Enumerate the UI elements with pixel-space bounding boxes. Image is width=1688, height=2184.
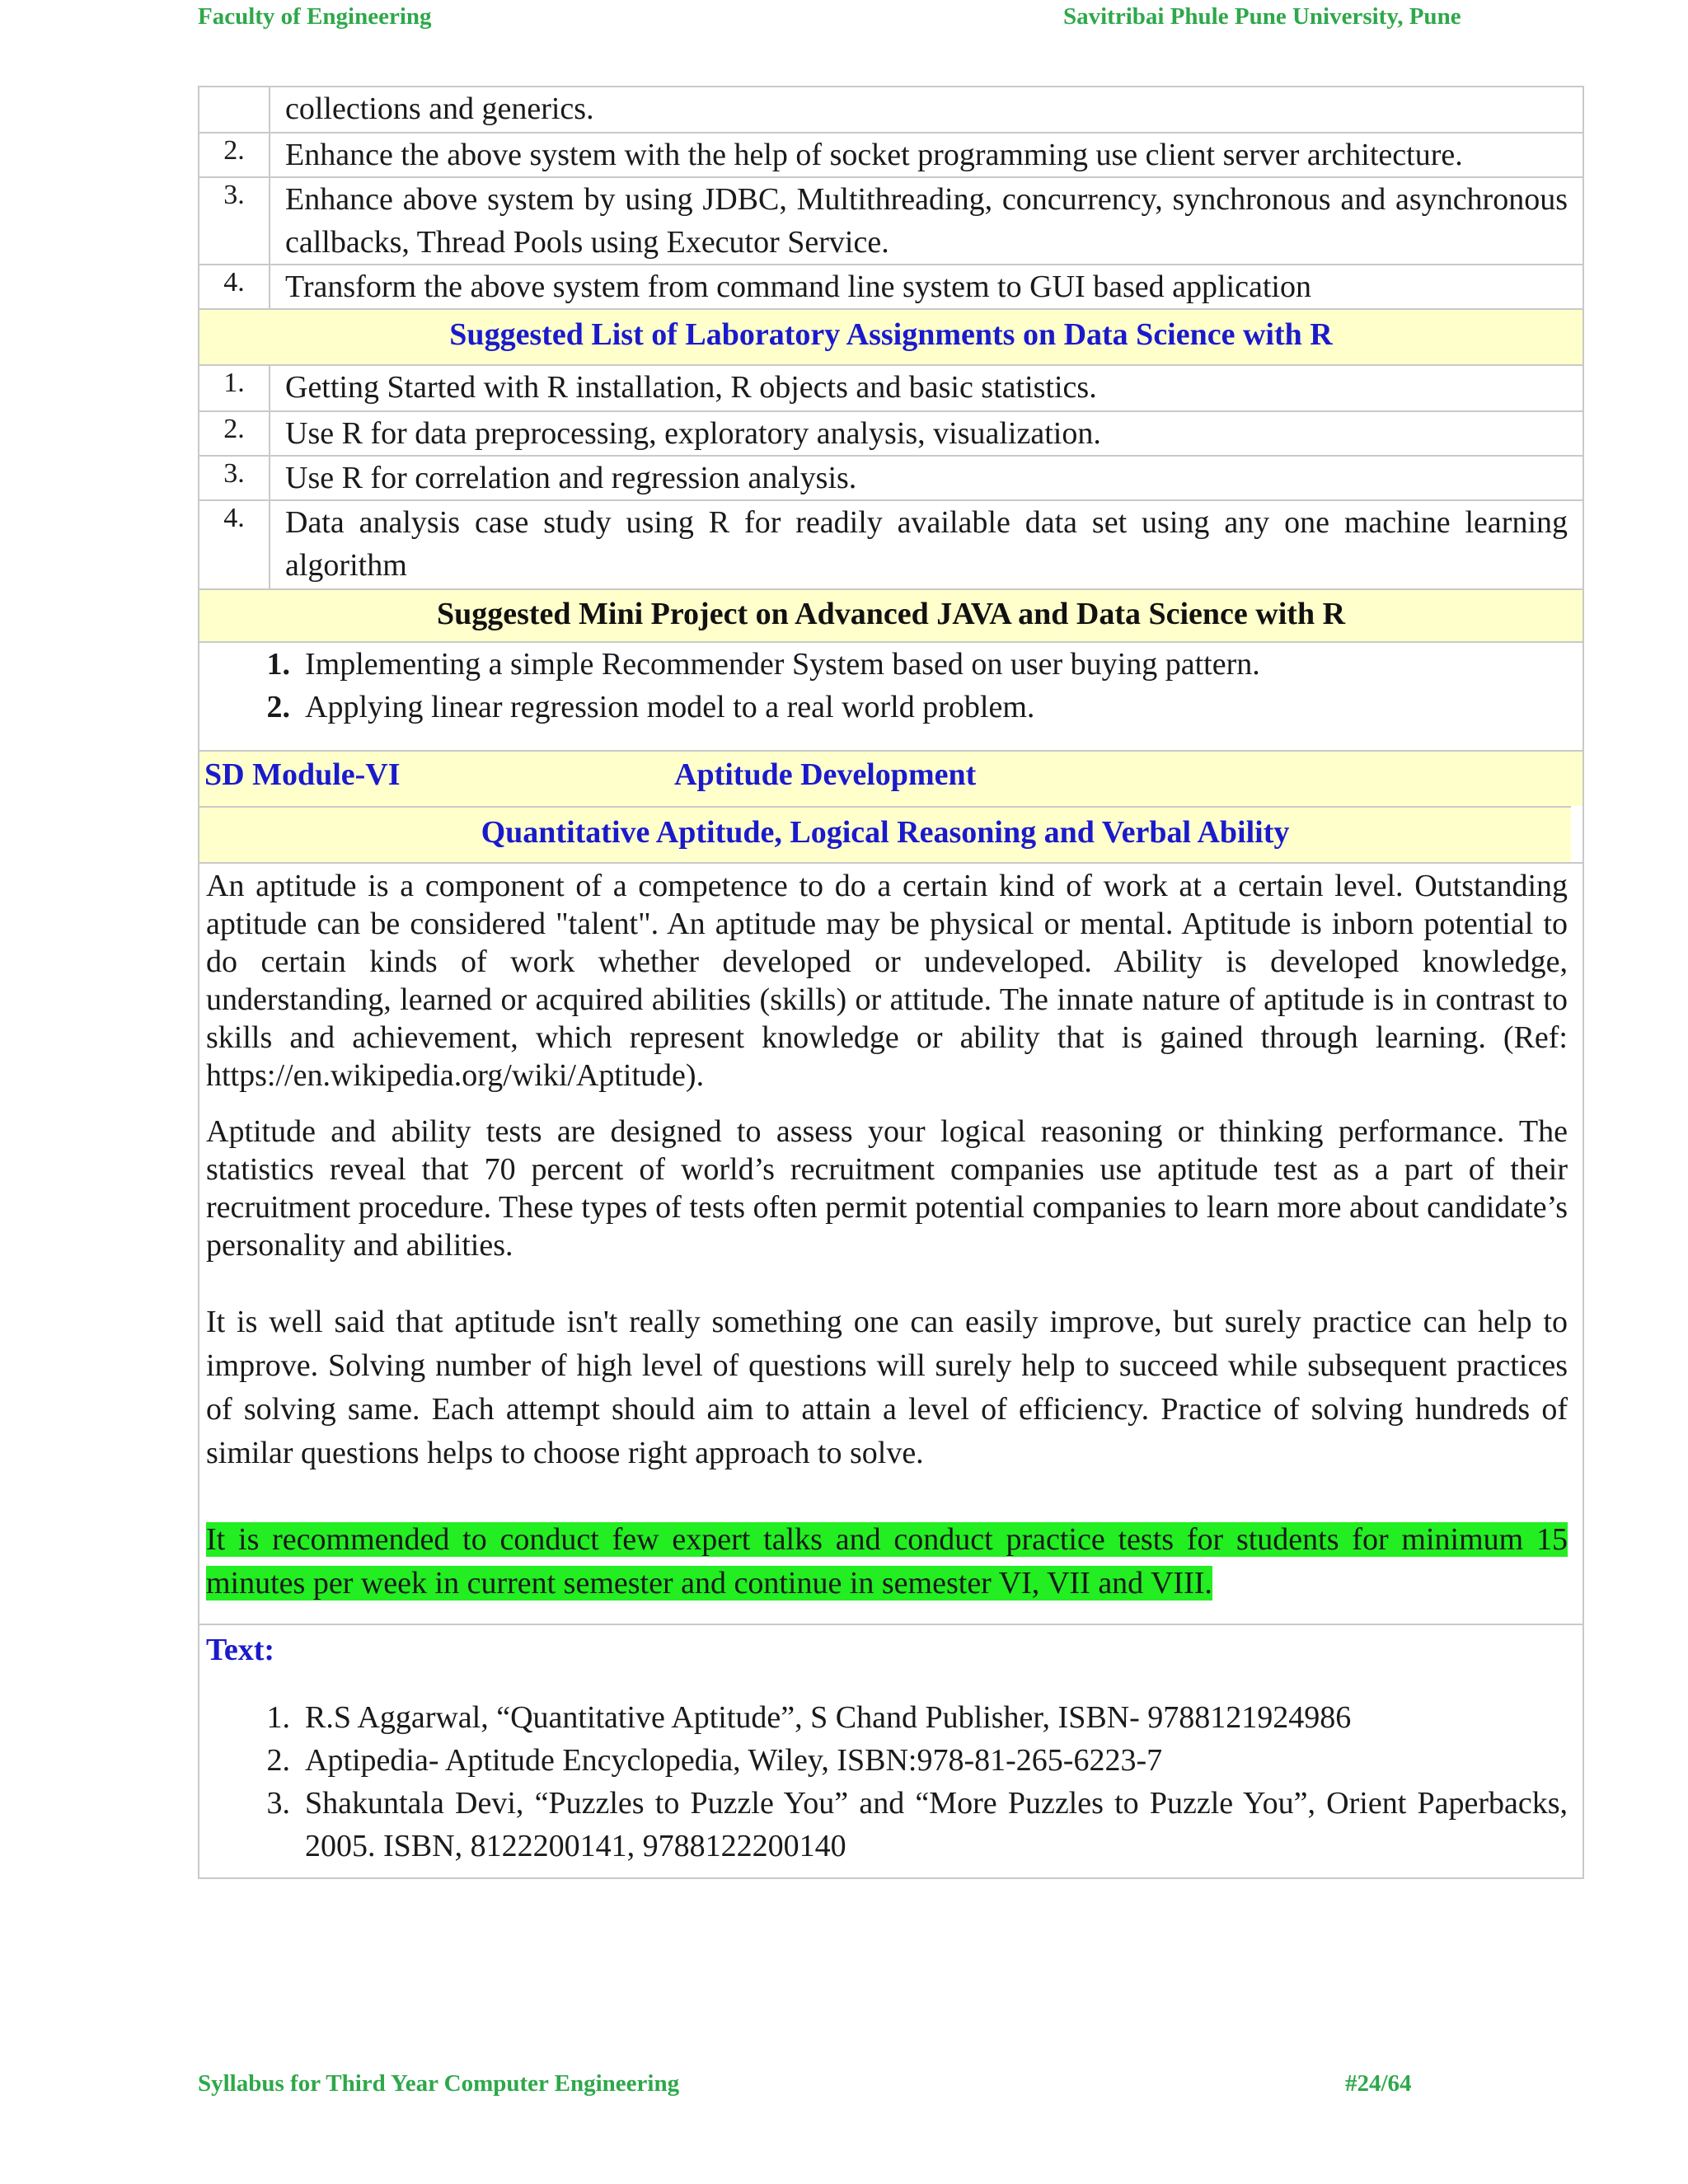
list-item — [199, 1739, 1582, 1782]
row-text: Use R for data preprocessing, exploratory analysis, visualization. — [285, 416, 1101, 451]
syllabus-table — [198, 86, 1584, 1879]
table-row — [199, 455, 1582, 499]
item-number: 1. — [266, 1700, 290, 1735]
paragraph: An aptitude is a component of a competence to do a certain kind of work at a certain level. Outstanding aptitude can be considered "talent". An aptitude may be physical or mental. Aptitude is inborn potential to do certain kinds of work whether developed or undeveloped. Ability is developed knowledge, understanding, learned or acquired abilities (skills) or attitude. The innate nature of aptitude is in contrast to skills and achievement, which represent knowledge or ability that is gained through learning. (Ref: https://en.wikipedia.org/wiki/Aptitude). — [206, 869, 1568, 1093]
row-text: Data analysis case study using R for readily available data set using any one machine learning algorithm — [285, 505, 1568, 583]
list-item — [199, 1696, 1582, 1739]
mini-project-list — [199, 641, 1582, 750]
row-text: Enhance above system by using JDBC, Multithreading, concurrency, synchronous and asynchronous callbacks, Thread Pools using Executor Service. — [285, 182, 1568, 260]
row-number: 3. — [199, 178, 270, 264]
row-text: Transform the above system from command line system to GUI based application — [285, 269, 1311, 304]
table-row — [199, 410, 1582, 455]
footer-course: Syllabus for Third Year Computer Engineering — [198, 2070, 680, 2097]
mini-project-heading: Suggested Mini Project on Advanced JAVA and Data Science with R — [199, 588, 1582, 641]
module-code: SD Module-VI — [204, 757, 401, 792]
lab-assignments-heading: Suggested List of Laboratory Assignments on Data Science with R — [199, 308, 1582, 364]
module-body — [199, 862, 1582, 1624]
footer-page-number: #24/64 — [1345, 2070, 1412, 2097]
module-heading — [199, 750, 1582, 806]
list-item — [199, 643, 1582, 686]
row-text: Getting Started with R installation, R objects and basic statistics. — [285, 370, 1097, 405]
module-title: Aptitude Development — [674, 757, 977, 792]
item-text: Aptipedia- Aptitude Encyclopedia, Wiley, ISBN:978-81-265-6223-7 — [305, 1743, 1163, 1778]
item-text: Implementing a simple Recommender System based on user buying pattern. — [305, 647, 1260, 682]
row-number: 2. — [199, 134, 270, 176]
header-university: Savitribai Phule Pune University, Pune — [1063, 3, 1461, 30]
paragraph: It is well said that aptitude isn't really something one can easily improve, but surely practice can help to improve. Solving number of high level of questions will surely help to succeed while subsequent practices of solving same. Each attempt should aim to attain a level of efficiency. Practice of solving hundreds of similar questions helps to choose right approach to solve. — [206, 1305, 1568, 1470]
table-row — [199, 87, 1582, 132]
table-row — [199, 176, 1582, 264]
item-number: 3. — [266, 1786, 290, 1821]
row-text: Enhance the above system with the help of socket programming use client server architecture. — [285, 138, 1463, 172]
module-subtitle: Quantitative Aptitude, Logical Reasoning and Verbal Ability — [199, 806, 1571, 862]
row-number: 2. — [199, 412, 270, 455]
row-number: 1. — [199, 366, 270, 410]
row-number — [199, 87, 270, 132]
text-heading: Text: — [206, 1633, 275, 1667]
item-number: 2. — [266, 690, 290, 724]
row-text: Use R for correlation and regression analysis. — [285, 461, 857, 495]
header-faculty: Faculty of Engineering — [198, 3, 432, 30]
table-row — [199, 264, 1582, 308]
text-references — [199, 1624, 1582, 1877]
item-text: Shakuntala Devi, “Puzzles to Puzzle You” and “More Puzzles to Puzzle You”, Orient Paperbacks, 2005. ISBN, 8122200141, 9788122200140 — [305, 1786, 1568, 1863]
recommendation-note — [199, 1518, 1582, 1624]
table-row — [199, 364, 1582, 410]
list-item — [199, 1782, 1582, 1868]
highlighted-text: It is recommended to conduct few expert talks and conduct practice tests for students for minimum 15 minutes per week in current semester and continue in semester VI, VII and VIII. — [206, 1522, 1568, 1601]
item-number: 2. — [266, 1743, 290, 1778]
item-text: R.S Aggarwal, “Quantitative Aptitude”, S Chand Publisher, ISBN- 9788121924986 — [305, 1700, 1352, 1735]
paragraph: Aptitude and ability tests are designed to assess your logical reasoning or thinking performance. The statistics reveal that 70 percent of world’s recruitment companies use aptitude test as a part of their recruitment procedure. These types of tests often permit potential companies to learn more about candidate’s personality and abilities. — [206, 1114, 1568, 1263]
row-number: 3. — [199, 457, 270, 499]
table-row — [199, 499, 1582, 588]
item-text: Applying linear regression model to a real world problem. — [305, 690, 1035, 724]
row-number: 4. — [199, 501, 270, 588]
item-number: 1. — [266, 647, 290, 682]
list-item — [199, 686, 1582, 729]
table-row — [199, 132, 1582, 176]
row-text: collections and generics. — [285, 91, 594, 126]
row-number: 4. — [199, 265, 270, 308]
